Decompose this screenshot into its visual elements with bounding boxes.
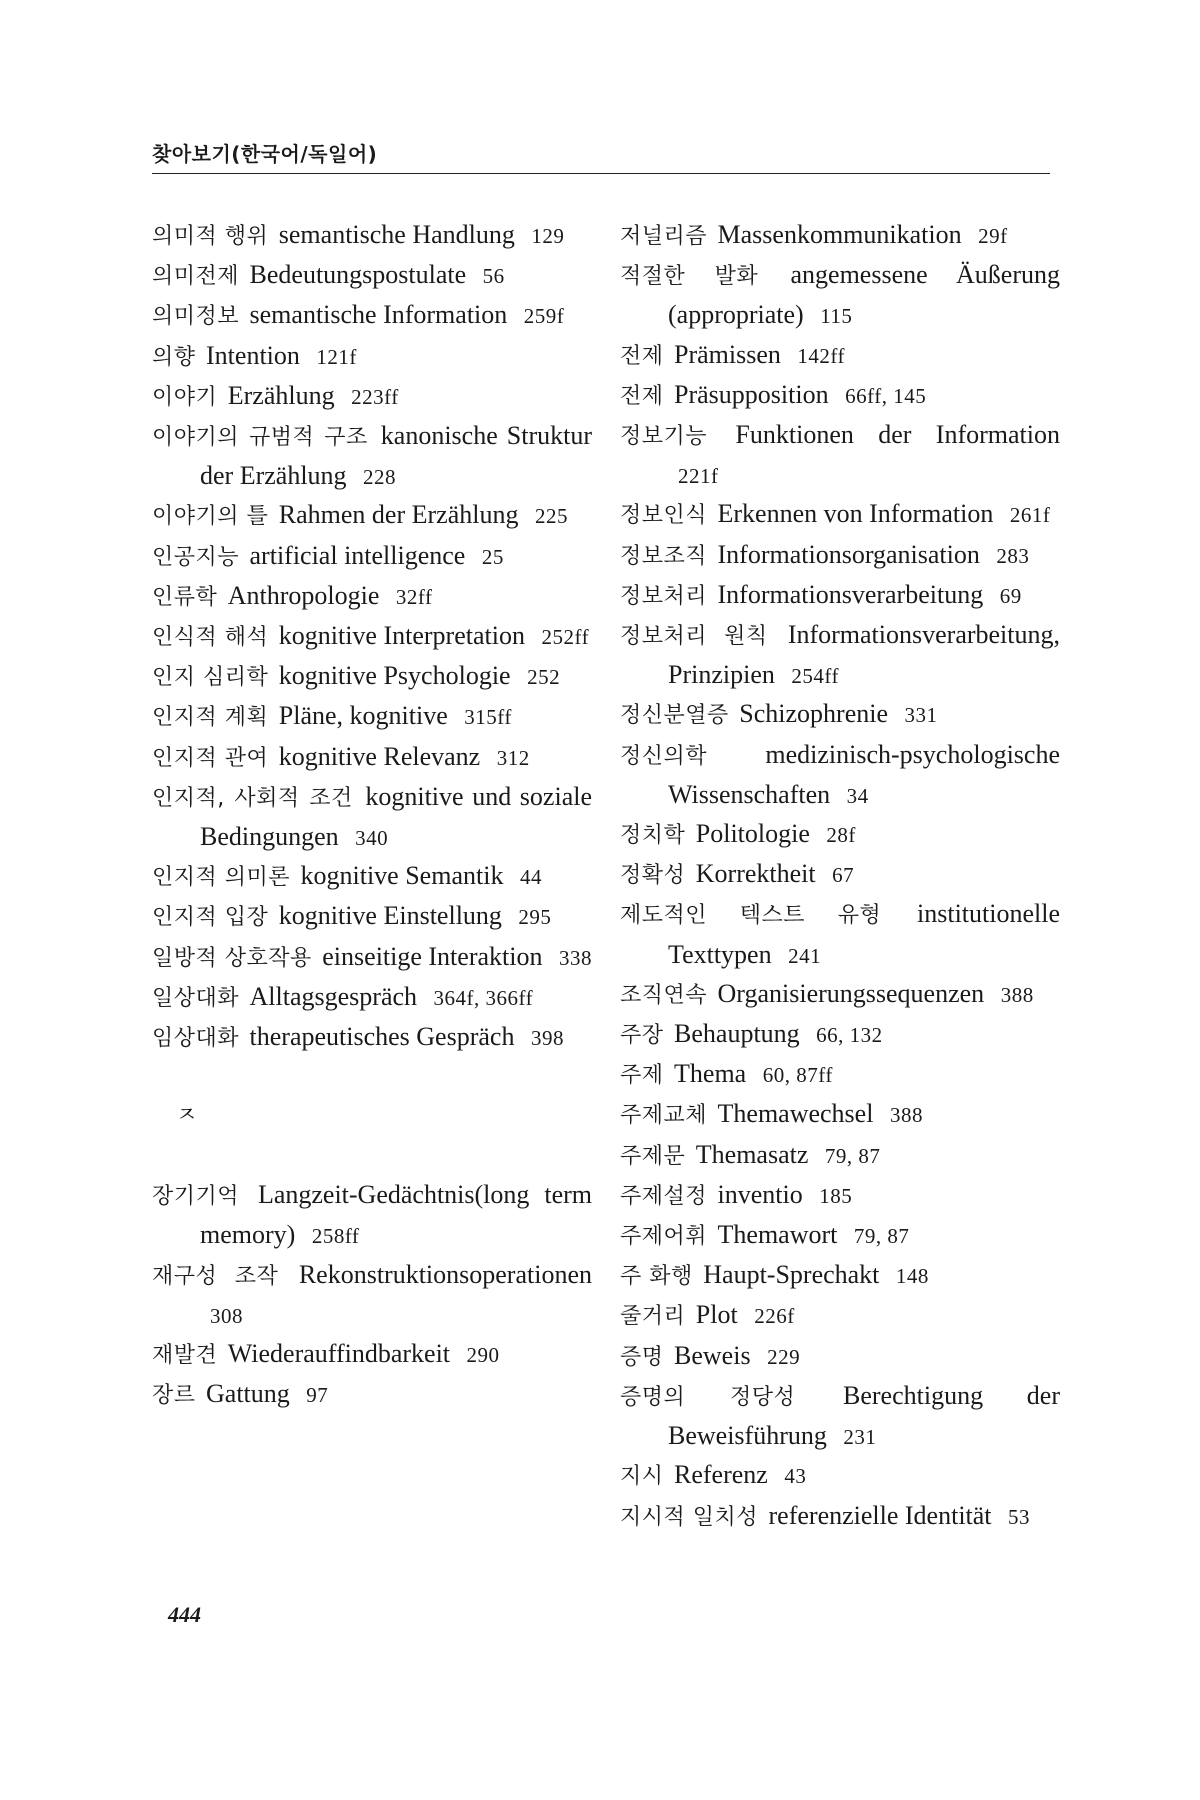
entry-german-term: kognitive Einstellung	[278, 901, 502, 931]
index-entry	[620, 1296, 1060, 1336]
entry-korean-term: 주제설정	[620, 1183, 708, 1209]
entry-korean-term: 정치학	[620, 823, 686, 849]
index-entry	[620, 576, 1060, 616]
entry-korean-term: 주제문	[620, 1143, 686, 1169]
entry-german-term: referenzielle Identität	[768, 1500, 992, 1530]
index-entry	[620, 536, 1060, 576]
index-entry	[152, 738, 592, 778]
entry-german-term: Präsupposition	[674, 379, 829, 409]
index-entry	[620, 1136, 1060, 1176]
entry-german-term: medizinisch-psychologische Wissenschaften	[668, 739, 1060, 809]
entry-page-ref: 53	[1008, 1504, 1031, 1529]
entry-korean-term: 줄거리	[620, 1304, 686, 1330]
index-entry	[620, 1337, 1060, 1377]
entry-korean-term: 인지 심리학	[152, 665, 269, 691]
entry-page-ref: 97	[306, 1383, 329, 1408]
index-entry	[152, 697, 592, 737]
entry-korean-term: 장기기억	[152, 1184, 240, 1210]
index-entry	[152, 897, 592, 937]
index-entry	[620, 895, 1060, 974]
index-entry	[152, 256, 592, 296]
index-entry	[620, 695, 1060, 735]
index-entry	[620, 815, 1060, 855]
index-entry	[620, 1256, 1060, 1296]
entry-german-term: artificial intelligence	[249, 540, 466, 570]
index-entry	[152, 978, 592, 1018]
index-entry	[620, 1216, 1060, 1256]
entry-page-ref: 225	[534, 504, 568, 529]
entry-korean-term: 일방적 상호작용	[152, 945, 312, 971]
entry-german-term: Pläne, kognitive	[278, 701, 448, 731]
entry-page-ref: 331	[904, 703, 938, 728]
entry-page-ref: 66, 132	[816, 1023, 883, 1048]
entry-german-term: Intention	[206, 340, 300, 370]
entry-page-ref: 115	[820, 304, 853, 329]
entry-page-ref: 231	[843, 1425, 877, 1450]
entry-german-term: semantische Handlung	[278, 220, 515, 249]
entry-page-ref: 229	[767, 1344, 801, 1369]
entry-page-ref: 290	[466, 1343, 500, 1368]
entry-korean-term: 이야기	[152, 384, 218, 410]
entry-page-ref: 388	[1000, 982, 1034, 1007]
entry-korean-term: 일상대화	[152, 985, 240, 1011]
right-column	[620, 216, 1060, 1537]
entry-korean-term: 주제	[620, 1063, 664, 1089]
entry-korean-term: 주 화행	[620, 1264, 693, 1290]
entry-korean-term: 장르	[152, 1383, 196, 1409]
entry-german-term: therapeutisches Gespräch	[249, 1022, 515, 1052]
index-entry	[152, 296, 592, 336]
entry-page-ref: 252ff	[541, 625, 590, 650]
entry-german-term: Anthropologie	[227, 580, 380, 610]
entry-page-ref: 252	[527, 665, 561, 690]
entry-page-ref: 340	[355, 826, 389, 851]
entry-korean-term: 저널리즘	[620, 224, 708, 249]
entry-korean-term: 의향	[152, 344, 196, 370]
entry-german-term: Plot	[695, 1300, 738, 1330]
index-entry	[152, 417, 592, 496]
index-entry	[620, 975, 1060, 1015]
index-entry	[152, 1256, 592, 1335]
entry-page-ref: 29f	[978, 224, 1008, 248]
entry-korean-term: 인지적 계획	[152, 705, 269, 731]
index-entry	[152, 1375, 592, 1415]
entry-korean-term: 정신분열증	[620, 703, 729, 729]
entry-page-ref: 79, 87	[853, 1224, 910, 1249]
entry-german-term: Rekonstruktionsoperationen	[298, 1259, 592, 1289]
entry-german-term: Alltagsgespräch	[249, 981, 418, 1011]
entry-german-term: institutionelle Texttypen	[668, 899, 1060, 969]
entry-korean-term: 전제	[620, 383, 664, 409]
entry-german-term: Referenz	[674, 1460, 768, 1490]
index-entry	[152, 496, 592, 536]
entry-korean-term: 인지적, 사회적 조건	[152, 785, 353, 811]
entry-korean-term: 증명	[620, 1344, 664, 1370]
index-entry	[620, 216, 1060, 256]
entry-page-ref: 129	[531, 224, 565, 248]
entry-korean-term: 정보처리	[620, 583, 708, 609]
index-entry	[152, 1176, 592, 1255]
entry-page-ref: 338	[558, 945, 592, 970]
entry-page-ref: 228	[363, 465, 397, 490]
entry-page-ref: 388	[889, 1103, 923, 1128]
index-entry	[620, 1497, 1060, 1537]
entry-german-term: Wiederauffindbarkeit	[227, 1339, 451, 1369]
left-column	[152, 216, 592, 1415]
entry-page-ref: 258ff	[311, 1224, 360, 1249]
entry-korean-term: 주장	[620, 1023, 664, 1049]
index-entry	[620, 376, 1060, 416]
entry-page-ref: 295	[518, 905, 552, 930]
index-entry	[620, 256, 1060, 335]
entry-korean-term: 임상대화	[152, 1026, 240, 1052]
entry-korean-term: 정확성	[620, 863, 686, 889]
entry-page-ref: 185	[819, 1183, 853, 1208]
entry-page-ref: 69	[999, 583, 1022, 608]
entry-german-term: Massenkommunikation	[717, 220, 962, 249]
entry-page-ref: 308	[210, 1303, 243, 1328]
entry-page-ref: 241	[788, 943, 822, 968]
entry-page-ref: 315ff	[464, 705, 512, 730]
index-entry	[152, 857, 592, 897]
entry-page-ref: 254ff	[791, 664, 839, 689]
entry-page-ref: 364f, 366ff	[433, 985, 534, 1010]
index-list-right	[620, 216, 1060, 1537]
index-entry	[152, 577, 592, 617]
entry-korean-term: 의미적 행위	[152, 224, 269, 249]
entry-page-ref: 32ff	[395, 584, 433, 609]
entry-page-ref: 226f	[754, 1304, 795, 1329]
entry-page-ref: 67	[832, 863, 855, 888]
entry-korean-term: 정보처리 원칙	[620, 624, 768, 650]
index-entry	[152, 377, 592, 417]
running-header	[152, 138, 1050, 174]
index-entry	[620, 736, 1060, 815]
entry-german-term: Beweis	[674, 1340, 751, 1370]
index-entry	[620, 1377, 1060, 1456]
index-entry	[620, 1015, 1060, 1055]
entry-page-ref: 44	[519, 865, 542, 890]
entry-german-term: Behauptung	[674, 1019, 800, 1049]
entry-page-ref: 223ff	[351, 384, 399, 409]
entry-korean-term: 재발견	[152, 1343, 218, 1369]
entry-german-term: Thema	[674, 1059, 747, 1089]
index-entry	[152, 657, 592, 697]
entry-page-ref: 79, 87	[824, 1143, 881, 1168]
entry-german-term: Politologie	[695, 819, 810, 849]
entry-german-term: kognitive Psychologie	[278, 661, 511, 691]
entry-korean-term: 정보인식	[620, 503, 708, 529]
entry-german-term: einseitige Interaktion	[322, 941, 543, 971]
index-entry	[620, 336, 1060, 376]
index-entry	[620, 616, 1060, 695]
entry-page-ref: 398	[530, 1026, 564, 1051]
entry-german-term: Korrektheit	[695, 859, 816, 889]
entry-german-term: Erkennen von Information	[717, 499, 994, 529]
entry-korean-term: 이야기의 규범적 구조	[152, 425, 368, 451]
entry-page-ref: 148	[895, 1264, 929, 1289]
entry-german-term: semantische Information	[249, 300, 508, 330]
entry-german-term: Themawechsel	[717, 1099, 874, 1129]
entry-korean-term: 인지적 의미론	[152, 865, 291, 891]
index-entry	[620, 416, 1060, 495]
entry-german-term: kognitive Relevanz	[278, 741, 481, 771]
entry-korean-term: 전제	[620, 343, 664, 369]
entry-german-term: kognitive und soziale Bedingungen	[200, 781, 592, 852]
entry-german-term: Themasatz	[695, 1139, 809, 1169]
entry-german-term: Informationsverarbeitung, Prinzipien	[668, 620, 1060, 690]
index-list-left-b	[152, 1176, 592, 1415]
entry-korean-term: 이야기의 틀	[152, 504, 269, 530]
entry-korean-term: 인지적 관여	[152, 745, 269, 771]
entry-page-ref: 25	[481, 544, 504, 569]
entry-page-ref: 261f	[1009, 503, 1051, 528]
entry-german-term: Gattung	[206, 1379, 290, 1409]
entry-korean-term: 증명의 정당성	[620, 1384, 796, 1410]
entry-german-term: Berechtigung der Beweisführung	[668, 1380, 1061, 1451]
entry-korean-term: 의미전제	[152, 264, 240, 290]
entry-korean-term: 정보조직	[620, 543, 708, 569]
entry-korean-term: 의미정보	[152, 304, 240, 330]
entry-page-ref: 43	[784, 1464, 807, 1489]
entry-german-term: Themawort	[717, 1220, 838, 1250]
entry-german-term: Erzählung	[227, 380, 335, 410]
entry-korean-term: 제도적인 텍스트 유형	[620, 903, 882, 929]
entry-german-term: Funktionen der Information	[735, 420, 1060, 450]
entry-german-term: Bedeutungspostulate	[249, 260, 467, 290]
entry-korean-term: 적절한 발화	[620, 264, 759, 290]
entry-page-ref: 56	[482, 264, 505, 289]
index-entry	[152, 1018, 592, 1058]
index-entry	[620, 495, 1060, 535]
entry-korean-term: 지시적 일치성	[620, 1504, 759, 1530]
entry-korean-term: 인류학	[152, 584, 218, 610]
index-entry	[152, 617, 592, 657]
entry-korean-term: 재구성 조작	[152, 1263, 279, 1289]
entry-korean-term: 주제어휘	[620, 1224, 708, 1250]
index-entry	[152, 1335, 592, 1375]
header-title: 찾아보기(한국어/독일어)	[152, 142, 378, 166]
index-list-left-a	[152, 216, 592, 1058]
entry-korean-term: 정보기능	[620, 424, 708, 450]
entry-german-term: angemessene Äußerung (appropriate)	[668, 260, 1060, 330]
index-entry	[152, 537, 592, 577]
entry-korean-term: 조직연속	[620, 982, 708, 1008]
entry-page-ref: 283	[996, 543, 1030, 568]
entry-korean-term: 인식적 해석	[152, 625, 269, 651]
index-entry	[152, 216, 592, 256]
entry-german-term: kognitive Semantik	[300, 861, 504, 891]
index-entry	[152, 778, 592, 857]
entry-korean-term: 지시	[620, 1464, 664, 1490]
entry-german-term: inventio	[717, 1179, 803, 1209]
entry-german-term: Langzeit-Gedächtnis(long term memory)	[200, 1180, 592, 1250]
entry-german-term: kanonische Struktur der Erzählung	[200, 421, 592, 491]
page-number: 444	[168, 1602, 201, 1627]
index-entry	[152, 938, 592, 978]
entry-german-term: Schizophrenie	[739, 699, 888, 729]
index-entry	[620, 1176, 1060, 1216]
section-letter: ㅈ	[176, 1103, 198, 1129]
index-entry	[620, 855, 1060, 895]
entry-page-ref: 312	[496, 745, 530, 770]
entry-german-term: Informationsorganisation	[717, 539, 980, 569]
index-entry	[620, 1456, 1060, 1496]
entry-page-ref: 142ff	[797, 343, 846, 368]
entry-korean-term: 주제교체	[620, 1103, 708, 1129]
entry-korean-term: 인지적 입장	[152, 905, 269, 931]
entry-korean-term: 인공지능	[152, 544, 240, 570]
entry-page-ref: 66ff, 145	[845, 383, 927, 408]
index-entry	[620, 1095, 1060, 1135]
entry-german-term: Prämissen	[674, 339, 781, 369]
index-entry	[620, 1055, 1060, 1095]
entry-german-term: kognitive Interpretation	[278, 621, 525, 651]
entry-page-ref: 28f	[826, 823, 856, 848]
index-entry	[152, 337, 592, 377]
entry-german-term: Informationsverarbeitung	[717, 579, 984, 609]
entry-page-ref: 259f	[523, 304, 565, 329]
entry-korean-term: 정신의학	[620, 743, 708, 769]
entry-page-ref: 60, 87ff	[762, 1063, 833, 1088]
entry-german-term: Rahmen der Erzählung	[278, 500, 519, 530]
entry-page-ref: 221f	[678, 464, 719, 489]
entry-page-ref: 121f	[316, 344, 357, 369]
entry-german-term: Haupt-Sprechakt	[703, 1260, 880, 1290]
entry-page-ref: 34	[846, 783, 869, 808]
entry-german-term: Organisierungssequenzen	[717, 978, 985, 1008]
